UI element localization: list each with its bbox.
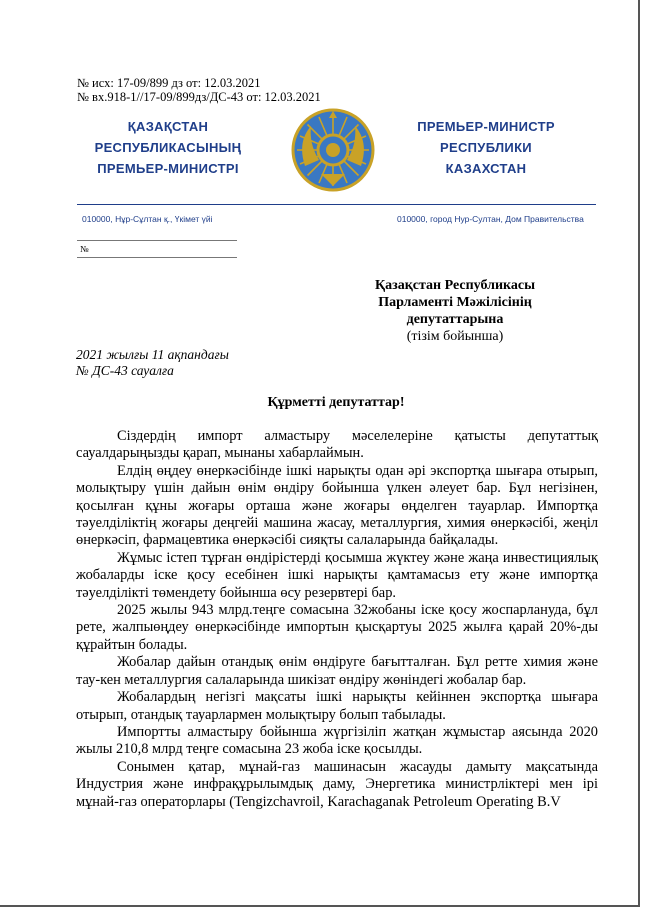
body-paragraph: Импортты алмастыру бойынша жүргізіліп жатқан жұмыстар аясында 2020 жылы 210,8 млрд теңге сомасына 23 жоба іске қосылды. [76, 723, 598, 758]
body-paragraph: Жобалар дайын отандық өнім өндіруге бағытталған. Бұл ретте химия және тау-кен металлургия салаларында шикізат өндіру жөніндегі жобалар бар. [76, 654, 598, 688]
header-divider [77, 204, 596, 205]
header-kazakh-line: ҚАЗАҚСТАН [127, 119, 209, 134]
greeting: Құрметті депутаттар! [267, 395, 405, 410]
reference-block [76, 347, 229, 379]
state-emblem-icon [291, 108, 375, 192]
reference-date: 2021 жылғы 11 ақпандағы [76, 347, 229, 362]
header-russian [386, 116, 586, 179]
header-kazakh-line: ПРЕМЬЕР-МИНИСТРІ [97, 161, 239, 176]
body-paragraph: 2025 жылы 943 млрд.теңге сомасына 32жобаны іске қосу жоспарлануда, бұл рете, жалпыөңдеу өнеркәсібінде импортын қысқартуы 2025 жылға қарай 20%-ды құрайтын болады. [76, 602, 598, 653]
body-paragraph: Елдің өңдеу өнеркәсібінде ішкі нарықты одан әрі экспортқа шығара отырып, молықтыру үшін дайын өнім өндіру бойынша үлкен әлеует бар. Бұл негізінен, қосылған құны жоғары орташа және жоғары өңделген тауарлар. Импортқа тәуелділіктің жоғары деңгейі машина жасау, металлургия, химия өнеркәсібі, жеңіл өнеркәсіп, фармацевтика өнеркәсібі сияқты салаларында байқалады. [76, 462, 598, 549]
header-russian-line: РЕСПУБЛИКИ [440, 140, 532, 155]
header-kazakh-line: РЕСПУБЛИКАСЫНЫҢ [94, 140, 242, 155]
body-paragraph: Жұмыс істеп тұрған өндірістерді қосымша жүктеу және жаңа инвестициялық жобаларды іске қосу есебінен ішкі нарықты қамтамасыз ету және импортқа тәуелділікті төмендету бойынша өсу резервтері бар. [76, 549, 598, 601]
date-line [77, 240, 237, 241]
addressee-line: Қазақстан Республикасы [374, 278, 536, 293]
body-paragraph: Жобалардың негізгі мақсаты ішкі нарықты кейіннен экспортқа шығара отырып, отандық тауарлармен молықтыру болып табылады. [76, 689, 598, 723]
addressee-line: Парламенті Мәжілісінің [378, 295, 532, 310]
incoming-registration-number: № вх.918-1//17-09/899дз/ДС-43 от: 12.03.2021 [77, 90, 321, 104]
header-kazakh [68, 116, 268, 179]
address-russian: 010000, город Нур-Султан, Дом Правительства [397, 214, 584, 224]
header-russian-line: КАЗАХСТАН [445, 161, 527, 176]
addressee-block [340, 277, 570, 345]
body-paragraph: Сіздердің импорт алмастыру мәселелеріне қатысты депутаттық сауалдарыңызды қарап, мынаны хабарлаймын. [76, 428, 598, 462]
number-label: № [80, 244, 89, 254]
number-line [77, 257, 237, 258]
header-russian-line: ПРЕМЬЕР-МИНИСТР [417, 119, 555, 134]
addressee-note: (тізім бойынша) [406, 329, 504, 344]
reference-request: № ДС-43 сауалға [76, 363, 174, 378]
address-kazakh: 010000, Нұр-Сұлтан қ., Үкімет үйі [82, 214, 213, 224]
addressee-line: депутаттарына [406, 312, 504, 327]
outgoing-registration-number: № исх: 17-09/899 дз от: 12.03.2021 [77, 76, 261, 90]
letter-body [76, 428, 598, 811]
body-paragraph: Сонымен қатар, мұнай-газ машинасын жасауды дамыту мақсатында Индустрия және инфрақұрылымдық даму, Энергетика министрліктері мен ірі мұнай-газ операторлары (Tengizchavroil, Karachaganak Petroleum Operating B.V [76, 758, 598, 810]
